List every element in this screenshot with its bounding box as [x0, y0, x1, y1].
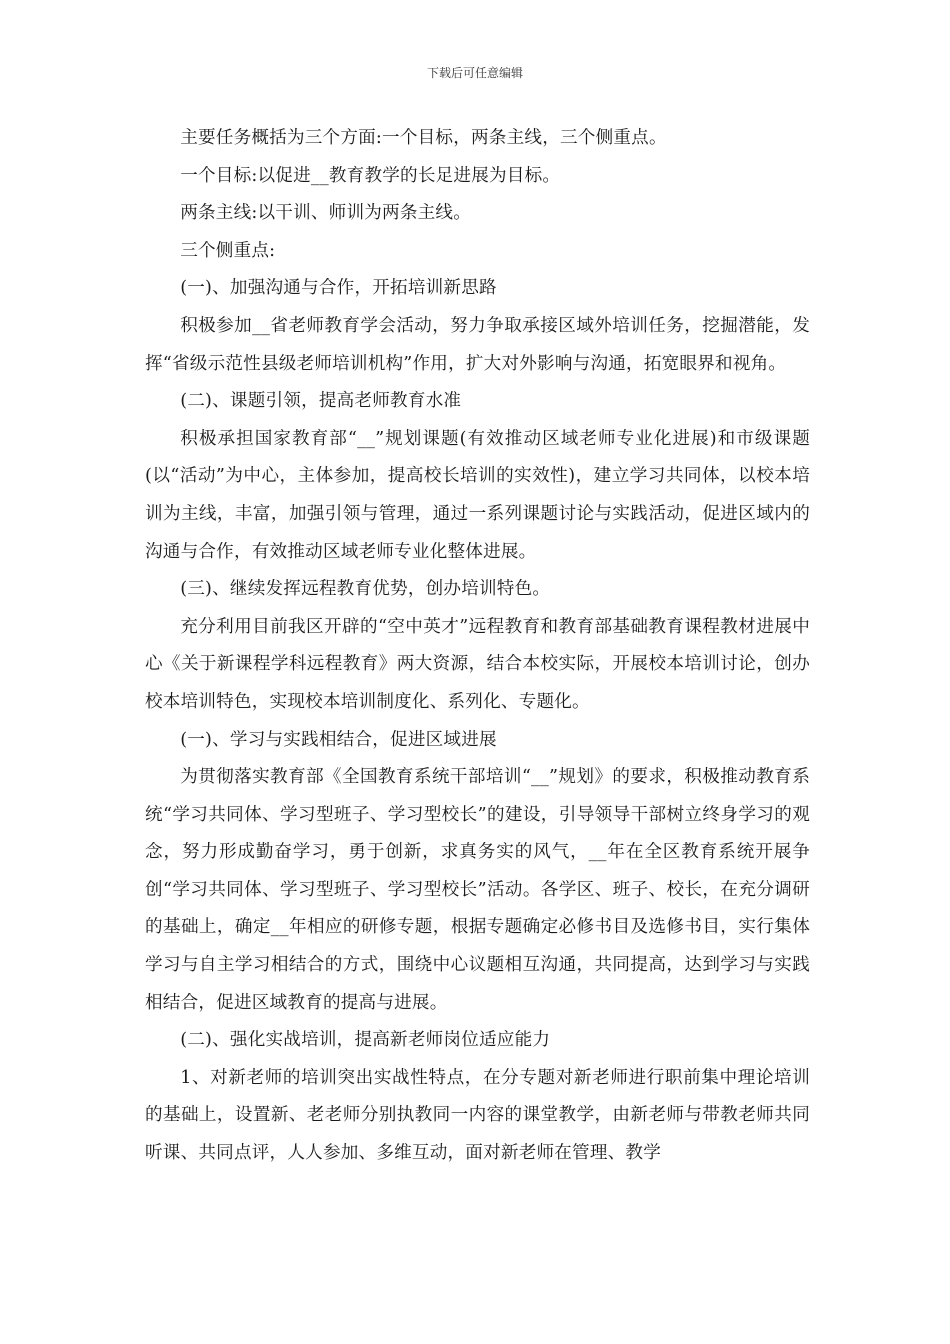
paragraph: 1、对新老师的培训突出实战性特点，在分专题对新老师进行职前集中理论培训的基础上，设置新、老老师分别执教同一内容的课堂教学，由新老师与带教老师共同听课、共同点评，人人参加、多维互动，面对新老师在管理、教学	[145, 1067, 810, 1164]
paragraph: 积极参加__省老师教育学会活动，努力争取承接区域外培训任务，挖掘潜能，发挥“省级示范性县级老师培训机构”作用，扩大对外影响与沟通，拓宽眼界和视角。	[145, 315, 810, 374]
paragraph: 两条主线:以干训、师训为两条主线。	[180, 203, 472, 224]
paragraph: 三个侧重点:	[180, 240, 276, 261]
paragraph: 主要任务概括为三个方面:一个目标，两条主线，三个侧重点。	[180, 128, 667, 148]
section-heading: (一)、学习与实践相结合，促进区域进展	[180, 729, 497, 750]
document-body	[145, 120, 810, 1173]
section-heading: (二)、课题引领，提高老师教育水准	[180, 391, 462, 412]
paragraph: 为贯彻落实教育部《全国教育系统干部培训“__”规划》的要求，积极推动教育系统“学习共同体、学习型班子、学习型校长”的建设，引导领导干部树立终身学习的观念，努力形成勤奋学习，勇于创新，求真务实的风气，__年在全区教育系统开展争创“学习共同体、学习型班子、学习型校长”活动。各学区、班子、校长，在充分调研的基础上，确定__年相应的研修专题，根据专题确定必修书目及选修书目，实行集体学习与自主学习相结合的方式，围绕中心议题相互沟通，共同提高，达到学习与实践相结合，促进区域教育的提高与进展。	[145, 767, 810, 1013]
paragraph: 一个目标:以促进__教育教学的长足进展为目标。	[180, 165, 561, 186]
paragraph: 充分利用目前我区开辟的“空中英才”远程教育和教育部基础教育课程教材进展中心《关于新课程学科远程教育》两大资源，结合本校实际，开展校本培训讨论，创办校本培训特色，实现校本培训制度化、系列化、专题化。	[145, 616, 810, 712]
section-heading: (三)、继续发挥远程教育优势，创办培训特色。	[180, 579, 551, 600]
section-heading: (一)、加强沟通与合作，开拓培训新思路	[180, 278, 497, 299]
section-heading: (二)、强化实战培训，提高新老师岗位适应能力	[180, 1030, 551, 1051]
paragraph: 积极承担国家教育部“__”规划课题(有效推动区域老师专业化进展)和市级课题(以“活动”为中心，主体参加，提高校长培训的实效性)，建立学习共同体，以校本培训为主线，丰富，加强引领与管理，通过一系列课题讨论与实践活动，促进区域内的沟通与合作，有效推动区域老师专业化整体进展。	[145, 428, 810, 562]
page-header: 下载后可任意编辑	[426, 66, 523, 80]
